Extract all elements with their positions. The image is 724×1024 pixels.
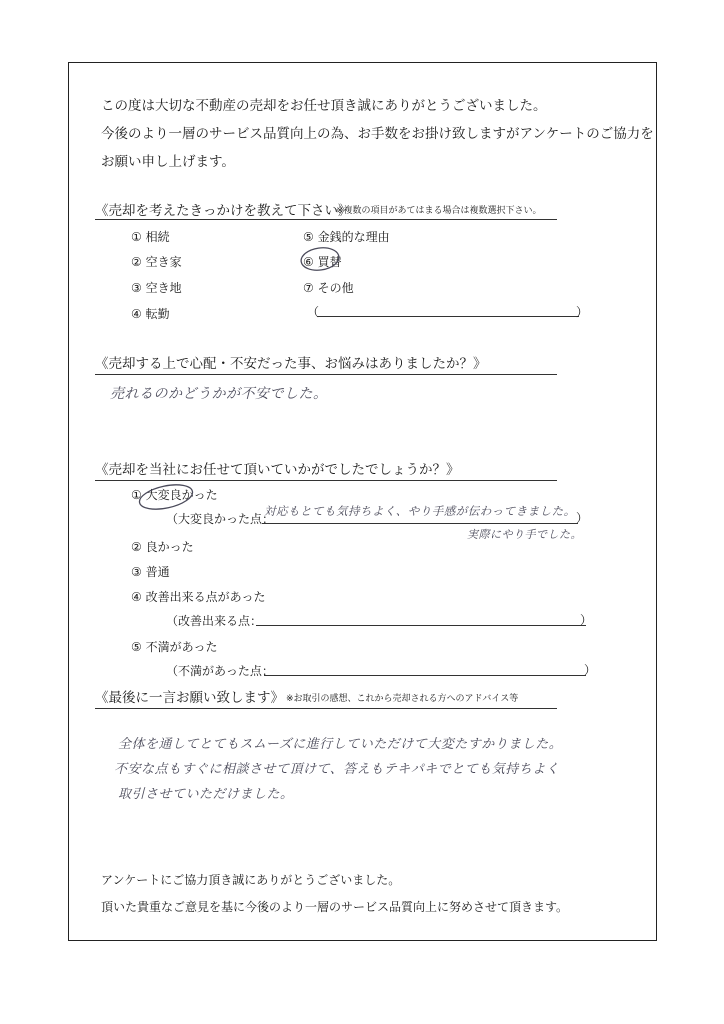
q3-option-2: ② 良かった <box>131 540 194 554</box>
q3-option-5-close: ） <box>584 663 597 677</box>
q3-option-5-point-label: （不満があった点： <box>166 664 274 678</box>
q1-option-4: ④ 転勤 <box>131 307 170 321</box>
q1-option-7: ⑦ その他 <box>303 281 354 295</box>
intro-line-3: お願い申し上げます。 <box>101 154 235 170</box>
q1-title: 《売却を考えたきっかけを教えて下さい》 <box>95 203 352 219</box>
intro-line-1: この度は大切な不動産の売却をお任せ頂き誠にありがとうございました。 <box>101 98 547 114</box>
q4-answer-line-2: 不安な点もすぐに相談させて頂けて、答えもテキパキでとても気持ちよく <box>114 762 560 777</box>
q2-answer: 売れるのかどうかが不安でした。 <box>110 386 328 402</box>
q4-title: 《最後に一言お願い致します》 <box>95 690 284 706</box>
q3-option-1-close: ） <box>576 511 589 525</box>
q1-other-open: （ <box>307 305 320 319</box>
q3-option-4-close: ） <box>580 613 593 627</box>
q4-note: ※お取引の感想、これから売却される方へのアドバイス等 <box>286 694 519 704</box>
q1-selected-circle <box>300 245 341 272</box>
intro-line-2: 今後のより一層のサービス品質向上の為、お手数をお掛け致しますがアンケートのご協力を <box>101 126 654 142</box>
q1-option-2: ② 空き家 <box>131 255 182 269</box>
q3-option-1: ① 大変良かった <box>131 488 218 502</box>
q2-title: 《売却する上で心配・不安だった事、お悩みはありましたか？》 <box>95 356 487 372</box>
closing-line-2: 頂いた貴重なご意見を基に今後のより一層のサービス品質向上に努めさせて頂きます。 <box>101 900 569 914</box>
q4-answer-line-3: 取引させていただけました。 <box>118 787 294 802</box>
q3-option-3: ③ 普通 <box>131 565 170 579</box>
q3-option-1-point-label: （大変良かった点： <box>166 512 275 526</box>
closing-line-1: アンケートにご協力頂き誠にありがとうございました。 <box>101 873 401 887</box>
q1-option-3: ③ 空き地 <box>131 281 182 295</box>
q4-answer-line-1: 全体を通してとてもスムーズに進行していただけて大変たすかりました。 <box>118 737 563 752</box>
q3-option-5: ⑤ 不満があった <box>131 640 218 654</box>
q1-option-1: ① 相続 <box>131 230 170 244</box>
q3-option-1-answer-line-1: 対応もとても気持ちよく、やり手感が伝わってきました。 <box>264 504 576 518</box>
q1-option-5: ⑤ 金銭的な理由 <box>303 230 390 244</box>
q1-other-close: ） <box>576 305 589 319</box>
q3-title: 《売却を当社にお任せて頂いていかがでしたでしょうか？》 <box>95 462 460 478</box>
q1-note: ※複数の項目があてはまる場合は複数選択下さい。 <box>336 206 542 216</box>
q3-option-4-point-label: （改善出来る点： <box>166 614 263 628</box>
q3-selected-circle <box>137 481 194 514</box>
q3-option-4: ④ 改善出来る点があった <box>131 590 266 604</box>
q3-option-1-answer-line-2: 実際にやり手でした。 <box>467 528 582 541</box>
q1-option-6: ⑥ 買替 <box>303 255 342 269</box>
